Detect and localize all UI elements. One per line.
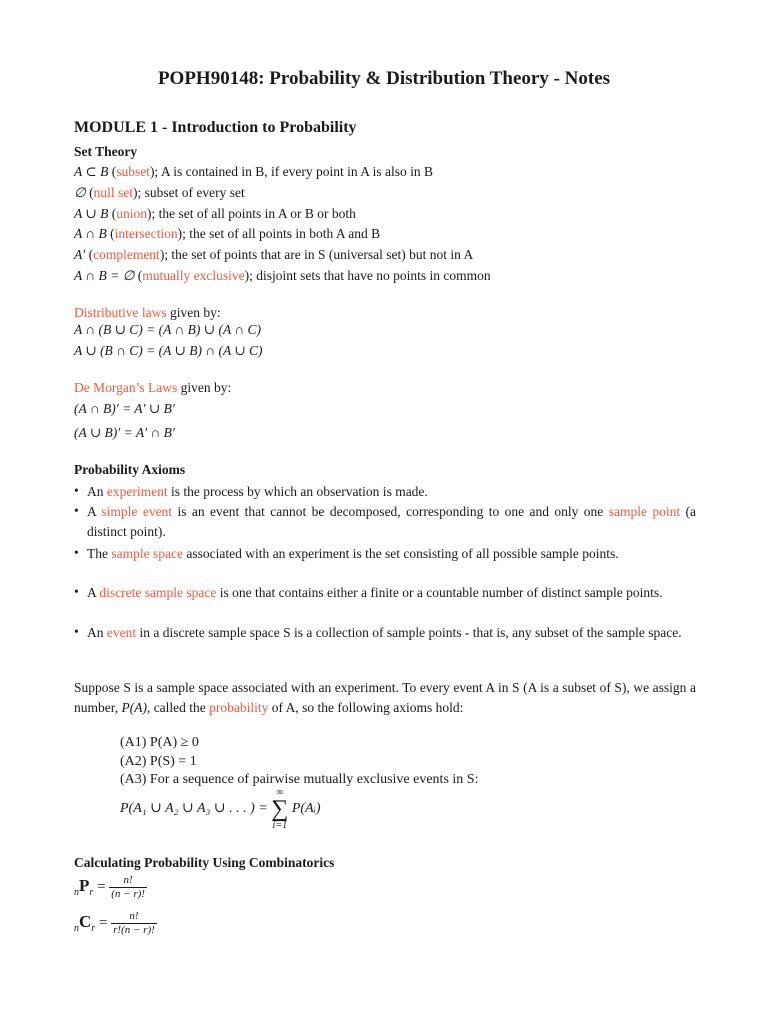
set-line-complement: A′ (complement); the set of points that are in S (universal set) but not in A	[74, 247, 474, 262]
page-title: POPH90148: Probability & Distribution Theory - Notes	[157, 68, 611, 89]
set-line-mutually-exclusive: A ∩ B = ∅ (mutually exclusive); disjoint sets that have no points in common	[74, 268, 491, 283]
permutation-fraction: $\frac{n!}{(n - r)!}$	[111, 874, 145, 900]
bullet-dot: •	[74, 483, 79, 498]
bullet-sample-space: The sample space associated with an experiment is the set consisting of all possible sample points.	[87, 546, 619, 561]
module-heading: MODULE 1 - Introduction to Probability	[74, 119, 357, 136]
set-line-intersection: A ∩ B (intersection); the set of all points in both A and B	[74, 226, 381, 241]
axioms-heading: Probability Axioms	[74, 462, 186, 477]
bullet-discrete-sample-space: A discrete sample space is one that contains either a finite or a countable number of distinct sample points.	[87, 585, 663, 600]
set-line-subset: A ⊂ B (subset); A is contained in B, if every point in A is also in B	[74, 164, 434, 179]
bullet-dot: •	[74, 584, 79, 599]
set-line-null: ∅ (null set); subset of every set	[74, 185, 245, 200]
distributive-eq-2: A ∪ (B ∩ C) = (A ∪ B) ∩ (A ∪ C)	[74, 343, 263, 358]
combination-fraction: $\frac{n!}{r!(n - r)!}$	[113, 910, 155, 936]
a3-rhs: P(Aᵢ)	[291, 801, 321, 817]
permutation-formula: $_nP_r$ = $\frac{n!}{(n - r)!}$	[74, 874, 145, 900]
distributive-eq-1: A ∩ (B ∪ C) = (A ∩ B) ∪ (A ∩ C)	[74, 322, 261, 337]
bullet-simple-event: A simple event is an event that cannot be decomposed, corresponding to one and only one sample point (a distinct point).	[87, 504, 696, 539]
bullet-dot: •	[74, 545, 79, 560]
combination-formula: $_nC_r$ = $\frac{n!}{r!(n - r)!}$	[74, 910, 155, 936]
axiom-a1: (A1) P(A) ≥ 0	[120, 735, 199, 750]
bullet-dot: •	[74, 503, 79, 518]
axiom-a3: (A3) For a sequence of pairwise mutually exclusive events in S:	[120, 772, 479, 787]
bullet-dot: •	[74, 624, 79, 639]
axiom-a2: (A2) P(S) = 1	[120, 754, 197, 769]
summation-symbol: ∞ ∑ i=1	[271, 787, 289, 831]
bullet-event: An event in a discrete sample space S is a collection of sample points - that is, any subset of the sample space.	[87, 625, 682, 640]
demorgan-eq-2: (A ∪ B)′ = A′ ∩ B′	[74, 425, 175, 440]
combinatorics-heading: Calculating Probability Using Combinatorics	[74, 855, 335, 870]
distributive-laws-label: Distributive laws given by:	[74, 305, 221, 320]
bullet-experiment: An experiment is the process by which an observation is made.	[87, 484, 428, 499]
axiom-a3-formula	[120, 787, 321, 831]
set-theory-heading: Set Theory	[74, 144, 138, 159]
demorgan-eq-1: (A ∩ B)′ = A′ ∪ B′	[74, 401, 175, 416]
suppose-paragraph: Suppose S is a sample space associated with an experiment. To every event A in S (A is a subset of S), we assign a number, P(A), called the probability of A, so the following axioms hold:	[74, 680, 696, 715]
demorgan-label: De Morgan’s Laws given by:	[74, 380, 232, 395]
a3-lhs: P(A₁ ∪ A₂ ∪ A₃ ∪ . . . ) =	[120, 801, 268, 817]
set-line-union: A ∪ B (union); the set of all points in A or B or both	[74, 206, 356, 221]
